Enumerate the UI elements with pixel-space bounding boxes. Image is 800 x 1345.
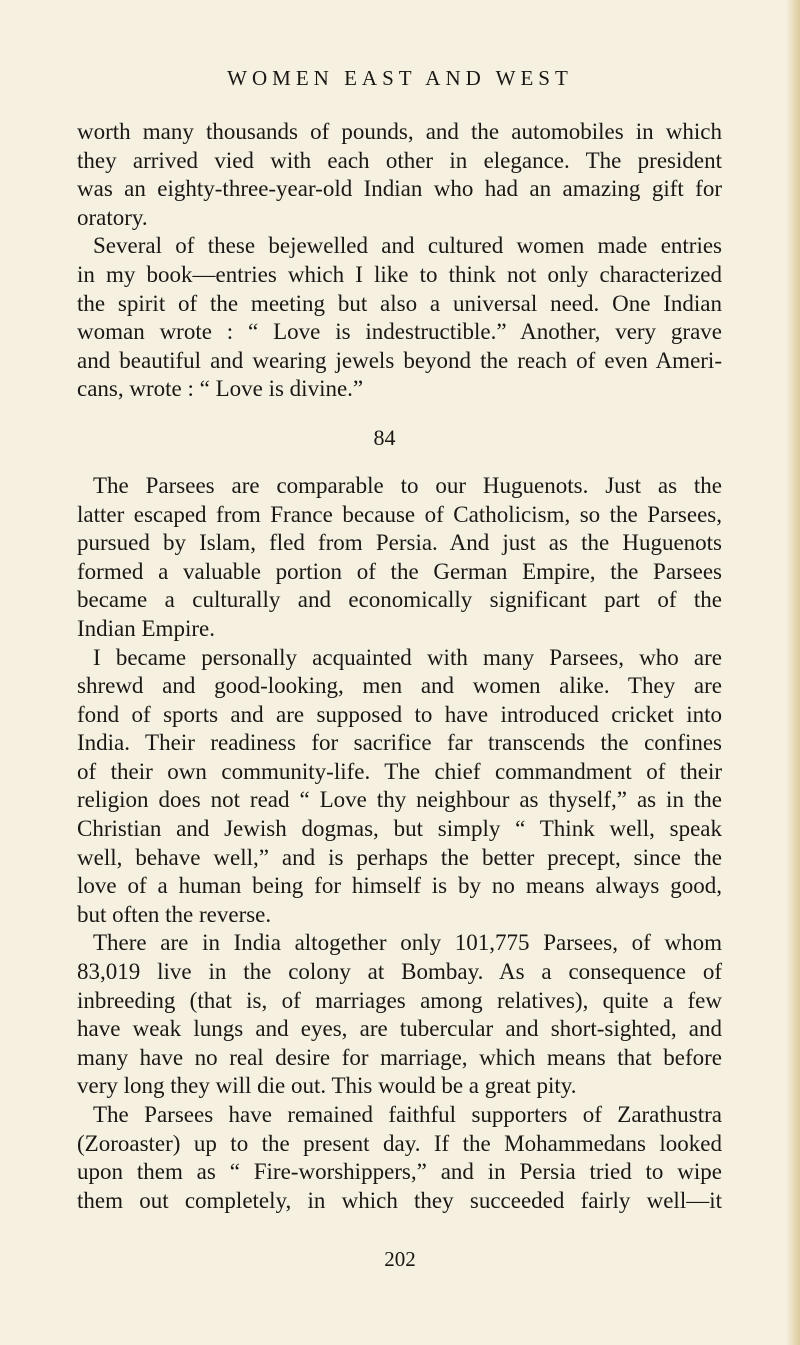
text-line: There are in India altogether only 101,775 Parsees, of whom [93,930,722,956]
paragraph-5 [77,929,722,1101]
paragraph-3 [77,472,722,644]
page-edge [786,0,800,1345]
text-line: they arrived vied with each other in elegance. The president [77,147,722,173]
text-line: but often the reverse. [77,901,272,927]
text-line: India. Their readiness for sacrifice far transcends the confines [77,730,722,756]
text-line: Several of these bejewelled and cultured women made entries [93,233,722,259]
paragraph-4 [77,644,722,930]
page-number: 202 [384,1247,416,1271]
text-line: (Zoroaster) up to the present day. If the Mohammedans looked [77,1130,722,1156]
paragraph-2 [77,232,722,404]
text-line: pursued by Islam, fled from Persia. And just as the Huguenots [77,530,722,556]
text-line: fond of sports and are supposed to have introduced cricket into [77,701,722,727]
text-line: the spirit of the meeting but also a universal need. One Indian [77,290,722,316]
text-line: oratory. [77,204,148,230]
text-line: I became personally acquainted with many Parsees, who are [93,644,722,670]
running-head: WOMEN EAST AND WEST [227,66,573,90]
text-line: was an eighty-three-year-old Indian who had an amazing gift for [77,176,722,202]
text-line: love of a human being for himself is by no means always good, [77,873,722,899]
text-line: worth many thousands of pounds, and the automobiles in which [77,119,722,144]
text-line: inbreeding (that is, of marriages among relatives), quite a few [77,987,722,1013]
text-line: of their own community-life. The chief commandment of their [77,758,722,784]
text-line: cans, wrote : “ Love is divine.” [77,376,364,402]
text-line: 83,019 live in the colony at Bombay. As a consequence of [77,959,722,985]
text-line: upon them as “ Fire-worshippers,” and in Persia tried to wipe [77,1159,722,1185]
text-line: Indian Empire. [77,615,215,641]
text-line: woman wrote : “ Love is indestructible.” Another, very grave [77,319,722,345]
text-block [77,118,722,1215]
text-line: The Parsees have remained faithful supporters of Zarathustra [93,1102,722,1127]
section-number: 84 [373,424,396,450]
text-line: them out completely, in which they succeeded fairly well—it [77,1187,722,1213]
paragraph-6 [77,1101,722,1215]
text-line: religion does not read “ Love thy neighbour as thyself,” as in the [77,787,722,813]
text-line: in my book—entries which I like to think not only characterized [77,261,722,287]
text-line: latter escaped from France because of Catholicism, so the Parsees, [77,501,722,527]
text-line: many have no real desire for marriage, which means that before [77,1044,722,1070]
text-line: The Parsees are comparable to our Huguenots. Just as the [93,472,722,498]
paragraph-1 [77,118,722,232]
text-line: well, behave well,” and is perhaps the better precept, since the [77,844,722,870]
text-line: formed a valuable portion of the German Empire, the Parsees [77,558,722,584]
text-line: shrewd and good-looking, men and women alike. They are [77,673,722,699]
text-line: Christian and Jewish dogmas, but simply “ Think well, speak [77,816,722,842]
text-line: have weak lungs and eyes, are tubercular and short-sighted, and [77,1016,722,1042]
text-line: very long they will die out. This would be a great pity. [77,1073,577,1099]
text-line: became a culturally and economically significant part of the [77,587,722,613]
text-line: and beautiful and wearing jewels beyond the reach of even Ameri- [77,347,722,373]
